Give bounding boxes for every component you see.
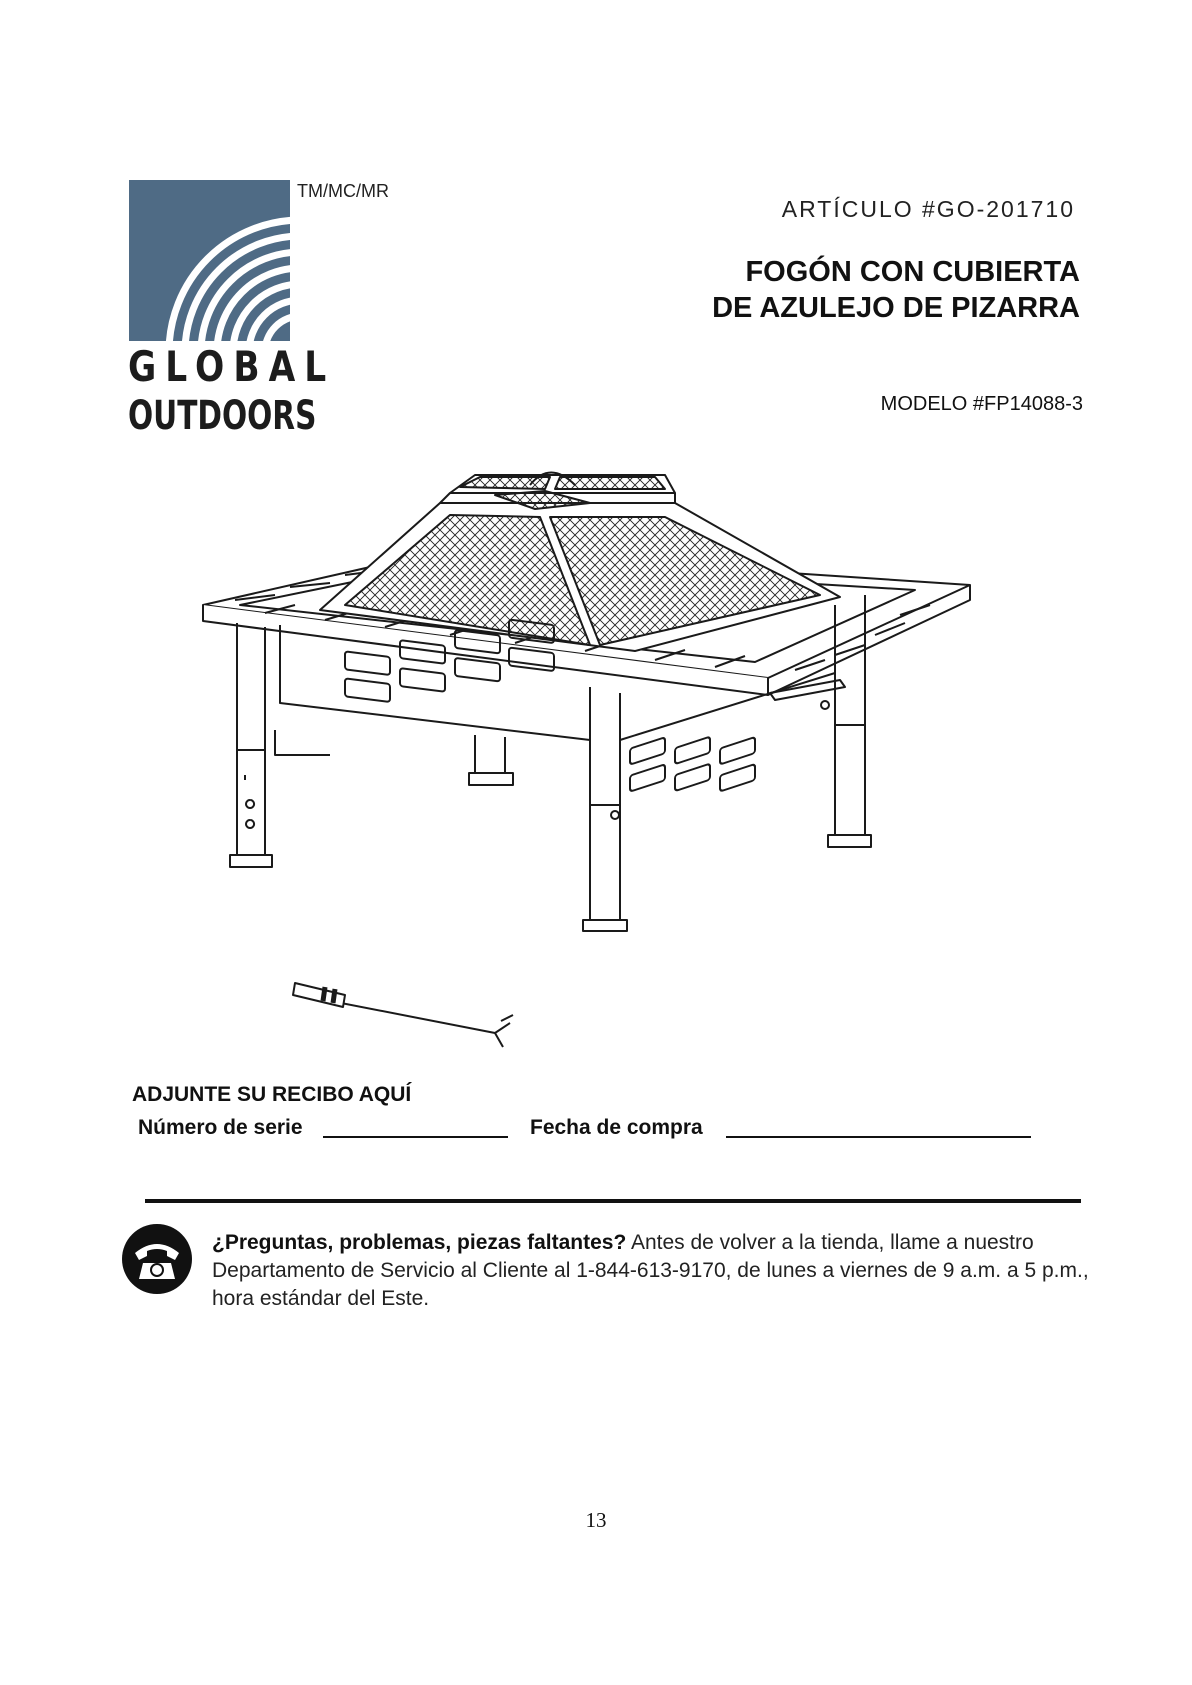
page-number: 13 (585, 1508, 607, 1532)
support-body: Antes de volver a la tienda, llame a nuestro Departamento de Servicio al Cliente al 1-844-613-9170, de lunes a viernes de 9 a.m. a 5 p.m., hora estándar del Este. (212, 1231, 1089, 1310)
product-title-line2: DE AZULEJO DE PIZARRA (712, 292, 1080, 324)
product-title-line1: FOGÓN CON CUBIERTA (745, 256, 1080, 288)
customer-support-text (212, 1229, 1112, 1313)
model-number: MODELO #FP14088-3 (880, 393, 1083, 415)
purchase-date-blank[interactable] (726, 1136, 1031, 1138)
trademark-note: TM/MC/MR (297, 181, 389, 201)
receipt-heading: ADJUNTE SU RECIBO AQUÍ (132, 1083, 412, 1106)
serial-number-label: Número de serie (138, 1116, 303, 1139)
brand-name-line2: OUTDOORS (128, 393, 317, 439)
article-number: ARTÍCULO #GO-201710 (781, 196, 1075, 222)
purchase-date-label: Fecha de compra (530, 1116, 703, 1139)
product-title (712, 254, 1080, 326)
serial-number-blank[interactable] (323, 1136, 508, 1138)
section-divider (145, 1199, 1081, 1203)
brand-logo-mark (129, 180, 290, 341)
support-question: ¿Preguntas, problemas, piezas faltantes? (212, 1231, 627, 1254)
brand-name-line1: GLOBAL (128, 342, 336, 391)
telephone-icon (121, 1223, 193, 1295)
fire-pit-illustration (195, 455, 975, 1065)
